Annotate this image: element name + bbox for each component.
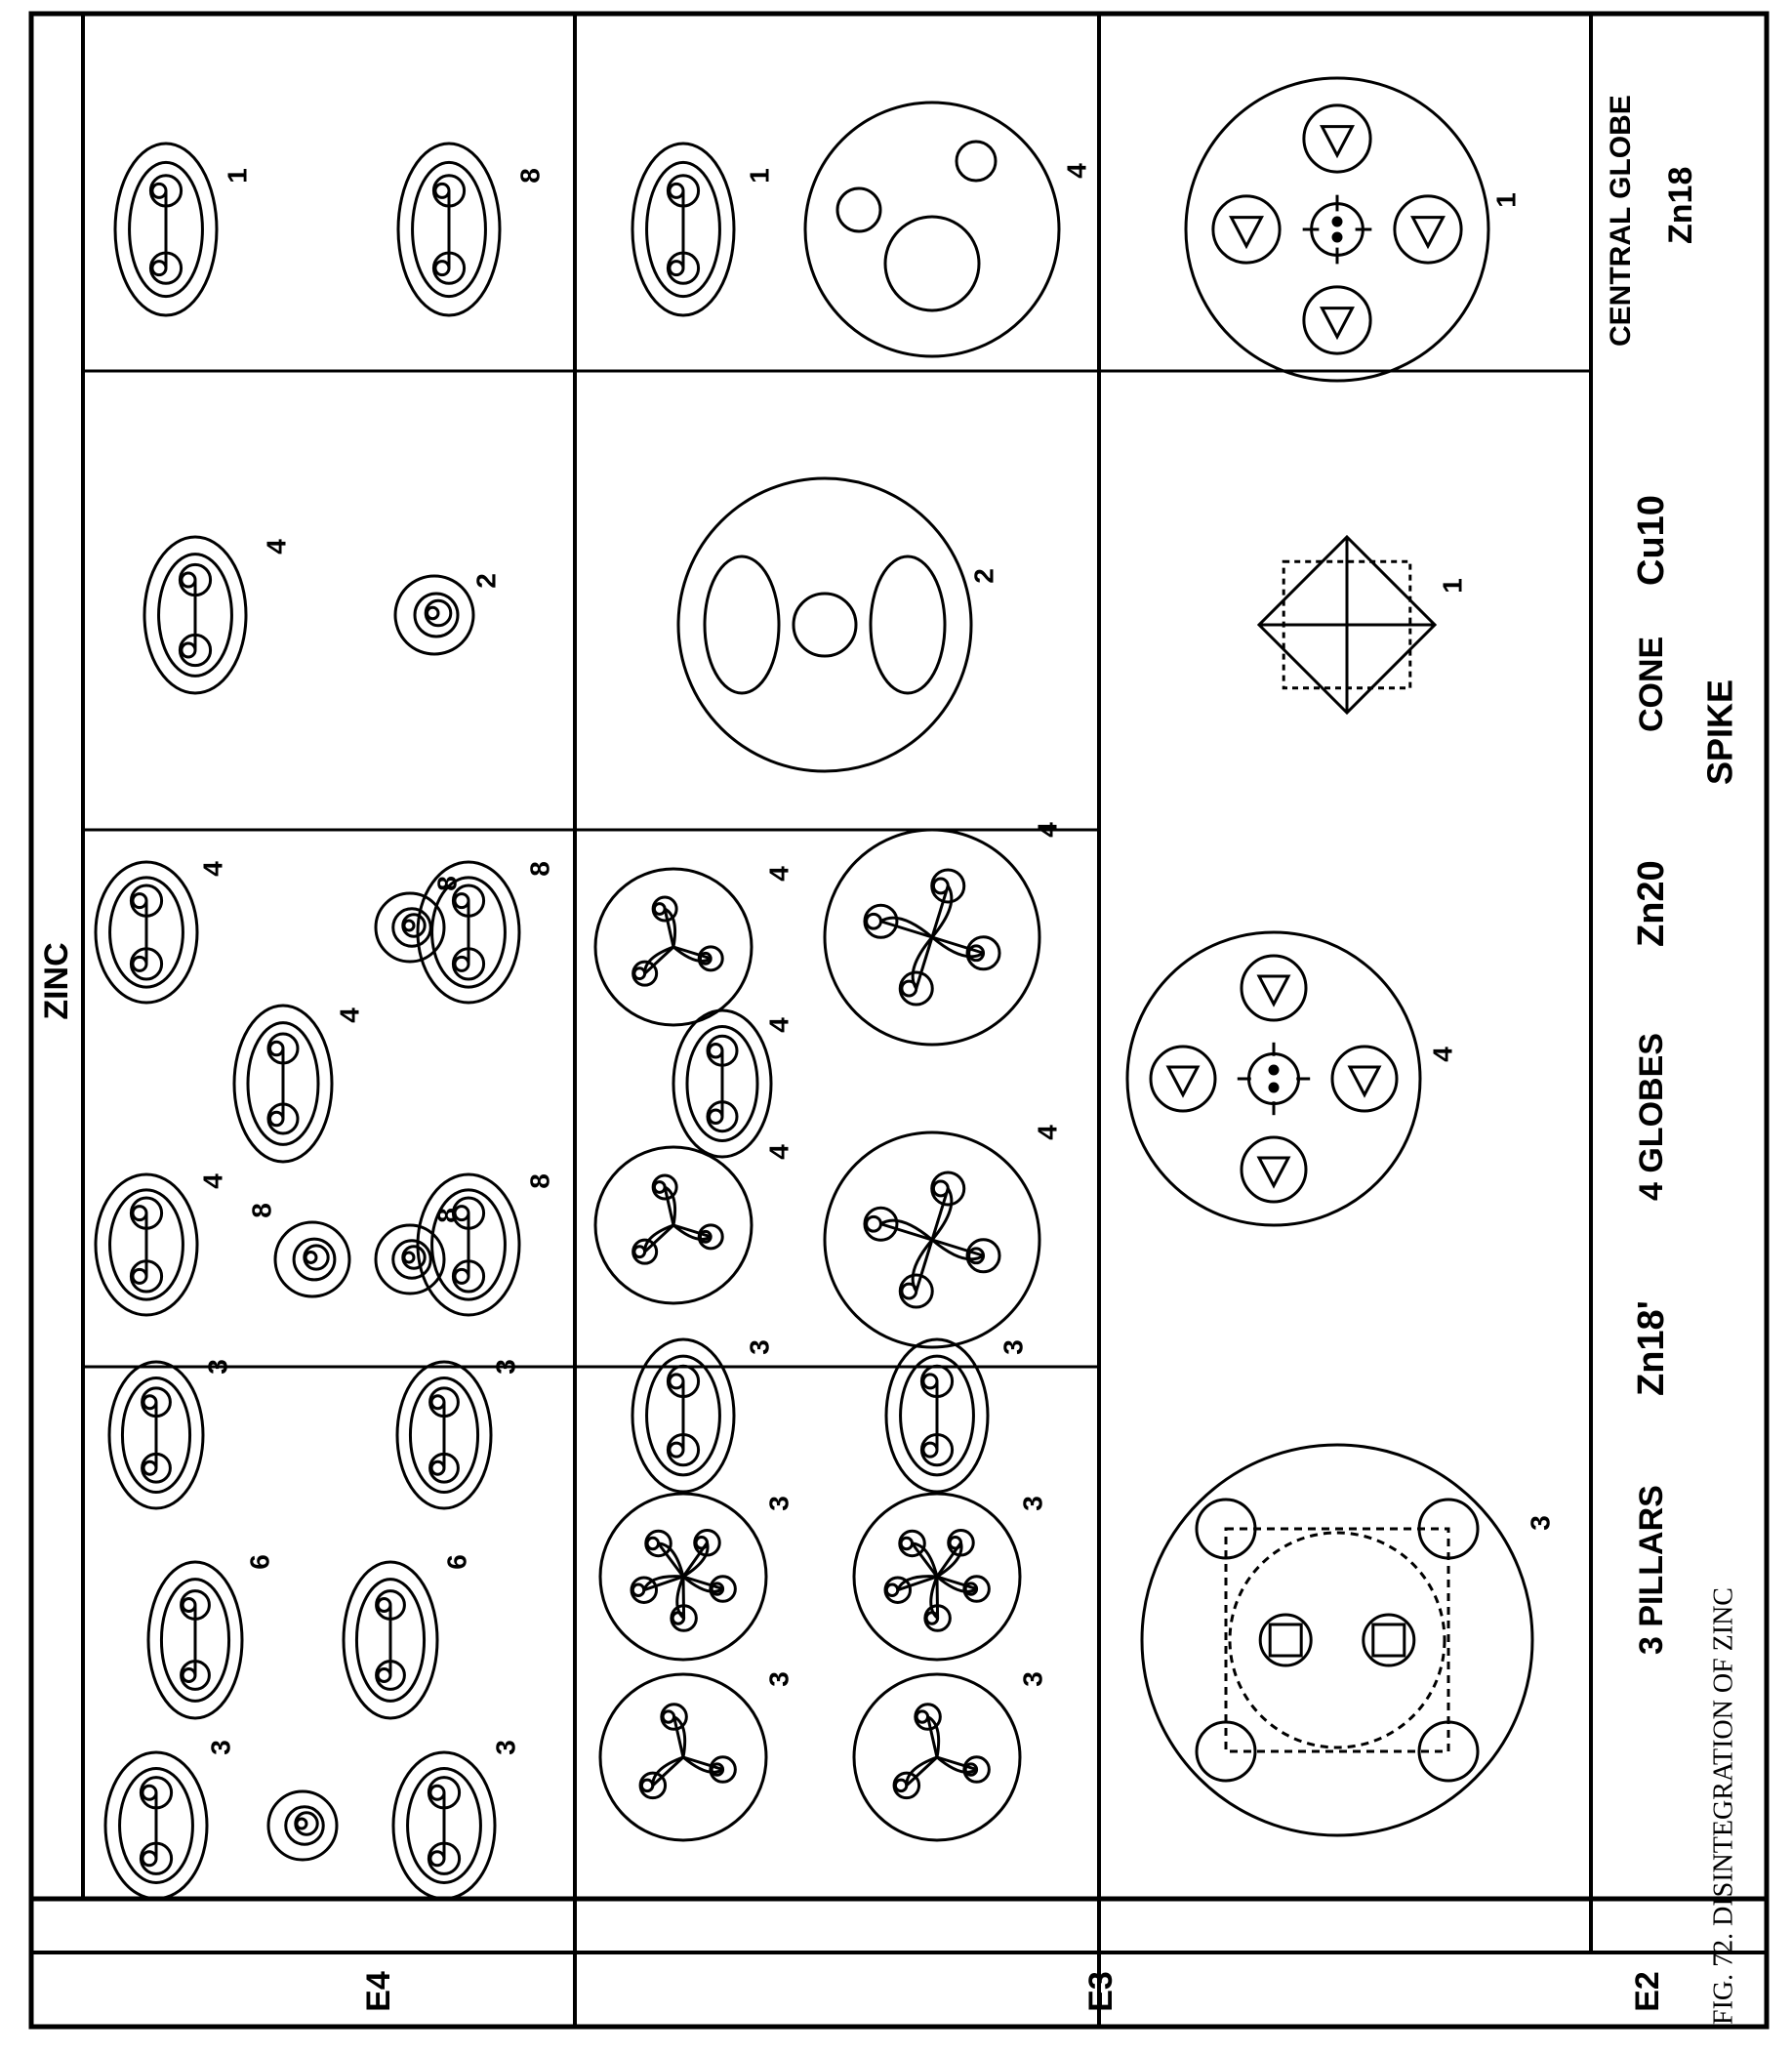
- anu-heart-lobe: [143, 1461, 156, 1474]
- count-label: 2: [968, 568, 999, 584]
- central-globe-symbol: Zn18: [1661, 166, 1699, 244]
- triangle-mark: [1168, 1067, 1198, 1095]
- sub-globe: [1395, 196, 1461, 263]
- trefoil-globe-globes-e3: [595, 869, 752, 1025]
- level-e4-label: E4: [359, 1971, 397, 2012]
- count-label: 1: [1437, 578, 1468, 594]
- triangle-mark: [1232, 218, 1262, 246]
- anu-heart-lobe: [663, 1711, 673, 1722]
- cone-symbol: Cu10: [1631, 495, 1673, 586]
- pillars-symbol: Zn18': [1631, 1300, 1673, 1396]
- globes-e4-globe: [1127, 932, 1420, 1225]
- anu-heart-lobe: [455, 894, 468, 908]
- trefoil-arm: [683, 1577, 684, 1618]
- count-label: 3: [1525, 1515, 1556, 1531]
- anu-heart-lobe: [378, 1599, 390, 1612]
- cone-e4-octahedron: [1259, 537, 1435, 713]
- count-label: 6: [441, 1554, 472, 1570]
- trefoil-globe-globes-e3: [595, 1147, 752, 1303]
- count-label: 3: [1017, 1496, 1048, 1511]
- center-ring: [794, 594, 856, 656]
- count-label: 8: [524, 1173, 555, 1189]
- oval-central-e2: [398, 144, 500, 315]
- triangle-mark: [1323, 127, 1353, 155]
- figure-caption: FIG. 72. DISINTEGRATION OF ZINC: [1708, 1587, 1739, 2025]
- anu-heart-lobe: [430, 1852, 444, 1866]
- anu-heart-lobe: [455, 957, 468, 970]
- count-label: 4: [334, 1007, 365, 1023]
- anu-heart-lobe: [182, 573, 195, 587]
- anu-heart-lobe: [632, 1584, 643, 1595]
- anu-heart-lobe: [183, 1599, 195, 1612]
- anu-heart-lobe: [867, 1216, 881, 1231]
- dashed-ring: [1230, 1533, 1445, 1747]
- anu-heart-lobe: [152, 184, 166, 197]
- small-globe-pillar-e2: [268, 1791, 337, 1860]
- small-globe: [268, 1791, 337, 1860]
- inner-globe: [1364, 1615, 1414, 1665]
- oval-globes-e2: [418, 862, 519, 1003]
- globes-label: 4 GLOBES: [1632, 1033, 1670, 1201]
- count-label: 3: [205, 1740, 236, 1755]
- globes-symbol: Zn20: [1631, 860, 1673, 947]
- oval-central-e2: [115, 144, 217, 315]
- count-label: 4: [1032, 822, 1063, 838]
- anu-heart-lobe: [670, 1443, 683, 1457]
- count-label: 1: [222, 168, 253, 184]
- count-label: 4: [197, 1173, 228, 1189]
- small-globe: [395, 576, 473, 654]
- central-e3-globe: [805, 103, 1059, 356]
- center-globe: [1249, 1054, 1299, 1104]
- count-label: 3: [490, 1740, 521, 1755]
- level-e2-label: E2: [1628, 1971, 1666, 2012]
- oval-pillar-e2: [109, 1362, 203, 1508]
- anu-heart-lobe: [641, 1780, 652, 1790]
- sub-globe: [1304, 287, 1370, 353]
- trefoil-globe-pillar-e3: [600, 1674, 766, 1840]
- anu-heart-lobe: [183, 1669, 195, 1682]
- oval-globes-e2: [96, 862, 197, 1003]
- count-label: 8: [246, 1203, 277, 1218]
- diagram-frame: [31, 14, 1767, 2027]
- count-label: 3: [1017, 1671, 1048, 1687]
- level-e3-label: E3: [1081, 1971, 1120, 2012]
- oval-pillar-e2: [344, 1562, 437, 1718]
- count-label: 2: [470, 573, 502, 589]
- inner-globe: [1260, 1615, 1311, 1665]
- center-dot: [1333, 233, 1341, 241]
- globe-outline: [805, 103, 1059, 356]
- trefoil-arm: [937, 1577, 938, 1618]
- count-label: 8: [514, 168, 546, 184]
- count-label: 4: [763, 866, 794, 882]
- star-globe-pillar-e3: [854, 1494, 1020, 1660]
- count-label: 3: [763, 1671, 794, 1687]
- anu-heart-lobe: [378, 1669, 390, 1682]
- inner-square: [1373, 1624, 1405, 1656]
- count-label: 3: [998, 1339, 1029, 1355]
- anu-heart-lobe: [933, 1181, 948, 1196]
- anu-heart-lobe: [933, 879, 948, 893]
- sub-globe: [1213, 196, 1280, 263]
- small-globe-globes-e2: [275, 1222, 349, 1296]
- small-globe-cone-e2: [395, 576, 473, 654]
- oval-globes-e3: [673, 1010, 771, 1157]
- anu-heart-lobe: [182, 643, 195, 657]
- count-label: 4: [763, 1144, 794, 1160]
- anu-heart-lobe: [867, 914, 881, 928]
- count-label: 6: [244, 1554, 275, 1570]
- count-label: 3: [744, 1339, 775, 1355]
- figure-eight-upper: [705, 556, 779, 693]
- anu-heart-lobe: [455, 1269, 468, 1283]
- anu-heart-lobe: [270, 1042, 284, 1055]
- loop-ring: [957, 142, 996, 181]
- center-dot: [1270, 1084, 1278, 1091]
- oval-globes-e2: [96, 1174, 197, 1315]
- loop-ring: [837, 188, 880, 231]
- count-label: 1: [744, 168, 775, 184]
- anu-heart-lobe: [143, 1852, 156, 1866]
- anu-heart-lobe: [431, 1396, 444, 1409]
- oval-pillar-e3: [886, 1339, 988, 1492]
- oval-globes-e2: [234, 1006, 332, 1162]
- anu-heart-lobe: [710, 1110, 723, 1124]
- central-globe-label: CENTRAL GLOBE: [1604, 95, 1637, 347]
- anu-heart-lobe: [916, 1711, 927, 1722]
- triangle-mark: [1323, 308, 1353, 337]
- anu-heart-lobe: [431, 1461, 444, 1474]
- center-globe: [1312, 204, 1364, 256]
- anu-heart-lobe: [923, 1443, 937, 1457]
- inner-square: [1270, 1624, 1301, 1656]
- anu-heart-lobe: [670, 184, 683, 197]
- anu-heart-lobe: [895, 1780, 906, 1790]
- loop-ring: [885, 217, 979, 310]
- anu-heart-lobe: [435, 262, 449, 275]
- anu-heart-lobe: [404, 921, 414, 930]
- sub-globe: [1242, 956, 1306, 1020]
- oval-pillar-e3: [632, 1339, 734, 1492]
- count-label: 4: [1427, 1047, 1458, 1062]
- globe-outline: [678, 478, 971, 771]
- oval-pillar-e2: [148, 1562, 242, 1718]
- oval-central-e3: [632, 144, 734, 315]
- anu-heart-lobe: [634, 968, 645, 979]
- anu-heart-lobe: [634, 1247, 645, 1257]
- center-dot: [1270, 1066, 1278, 1074]
- count-label: 3: [490, 1359, 521, 1375]
- anu-heart-lobe: [670, 1375, 683, 1388]
- sub-globe: [1151, 1047, 1215, 1111]
- center-dot: [1333, 218, 1341, 226]
- anu-heart-lobe: [133, 957, 146, 970]
- spike-label: SPIKE: [1699, 678, 1740, 786]
- count-label: 3: [763, 1496, 794, 1511]
- count-label: 3: [202, 1359, 233, 1375]
- anu-heart-lobe: [143, 1396, 156, 1409]
- anu-heart-lobe: [152, 262, 166, 275]
- cone-e3-globe: [678, 478, 971, 771]
- anu-heart-lobe: [133, 1207, 146, 1220]
- sub-globe: [1332, 1047, 1397, 1111]
- complex-globe-globes-e3: [825, 830, 1039, 1045]
- sub-globe: [1242, 1137, 1306, 1202]
- star-globe-pillar-e3: [600, 1494, 766, 1660]
- oval-pillar-e2: [105, 1752, 207, 1899]
- anu-heart-lobe: [647, 1538, 658, 1548]
- anu-heart-lobe: [654, 904, 665, 915]
- count-label: 4: [763, 1017, 794, 1033]
- anu-heart-lobe: [404, 1253, 414, 1262]
- figure-eight-lower: [871, 556, 945, 693]
- anu-heart-lobe: [435, 184, 449, 197]
- anu-heart-lobe: [670, 262, 683, 275]
- anu-heart-lobe: [297, 1819, 306, 1829]
- count-label: 8: [431, 876, 463, 891]
- central-e4-globe: [1186, 78, 1488, 381]
- anu-heart-lobe: [430, 1786, 444, 1799]
- oval-globes-e2: [418, 1174, 519, 1315]
- anu-heart-lobe: [133, 1269, 146, 1283]
- oval-pillar-e2: [393, 1752, 495, 1899]
- count-label: 4: [261, 539, 292, 555]
- anu-heart-lobe: [133, 894, 146, 908]
- anu-heart-lobe: [143, 1786, 156, 1799]
- triangle-mark: [1259, 1158, 1288, 1186]
- count-label: 8: [431, 1208, 463, 1223]
- pillars-label: 3 PILLARS: [1632, 1485, 1670, 1655]
- anu-heart-lobe: [710, 1045, 723, 1058]
- triangle-mark: [1350, 1067, 1379, 1095]
- count-label: 4: [197, 861, 228, 877]
- triangle-mark: [1259, 976, 1288, 1005]
- anu-heart-lobe: [923, 1375, 937, 1388]
- cone-label: CONE: [1632, 636, 1670, 732]
- count-label: 4: [1032, 1125, 1063, 1140]
- small-globe: [275, 1222, 349, 1296]
- trefoil-globe-pillar-e3: [854, 1674, 1020, 1840]
- pillar-e4-globe: [1142, 1445, 1532, 1835]
- sub-globe: [1304, 105, 1370, 172]
- globe-outline: [1142, 1445, 1532, 1835]
- anu-heart-lobe: [901, 1538, 912, 1548]
- anu-heart-lobe: [886, 1584, 897, 1595]
- anu-heart-lobe: [270, 1112, 284, 1126]
- diagram-title: ZINC: [37, 942, 75, 1020]
- anu-heart-lobe: [427, 607, 438, 619]
- count-label: 4: [1061, 163, 1092, 179]
- count-label: 1: [1490, 192, 1522, 208]
- count-label: 8: [524, 861, 555, 877]
- oval-pillar-e2: [397, 1362, 491, 1508]
- oval-cone-e2: [144, 537, 246, 693]
- anu-heart-lobe: [654, 1182, 665, 1193]
- complex-globe-globes-e3: [825, 1132, 1039, 1347]
- anu-heart-lobe: [305, 1253, 316, 1263]
- triangle-mark: [1413, 218, 1444, 246]
